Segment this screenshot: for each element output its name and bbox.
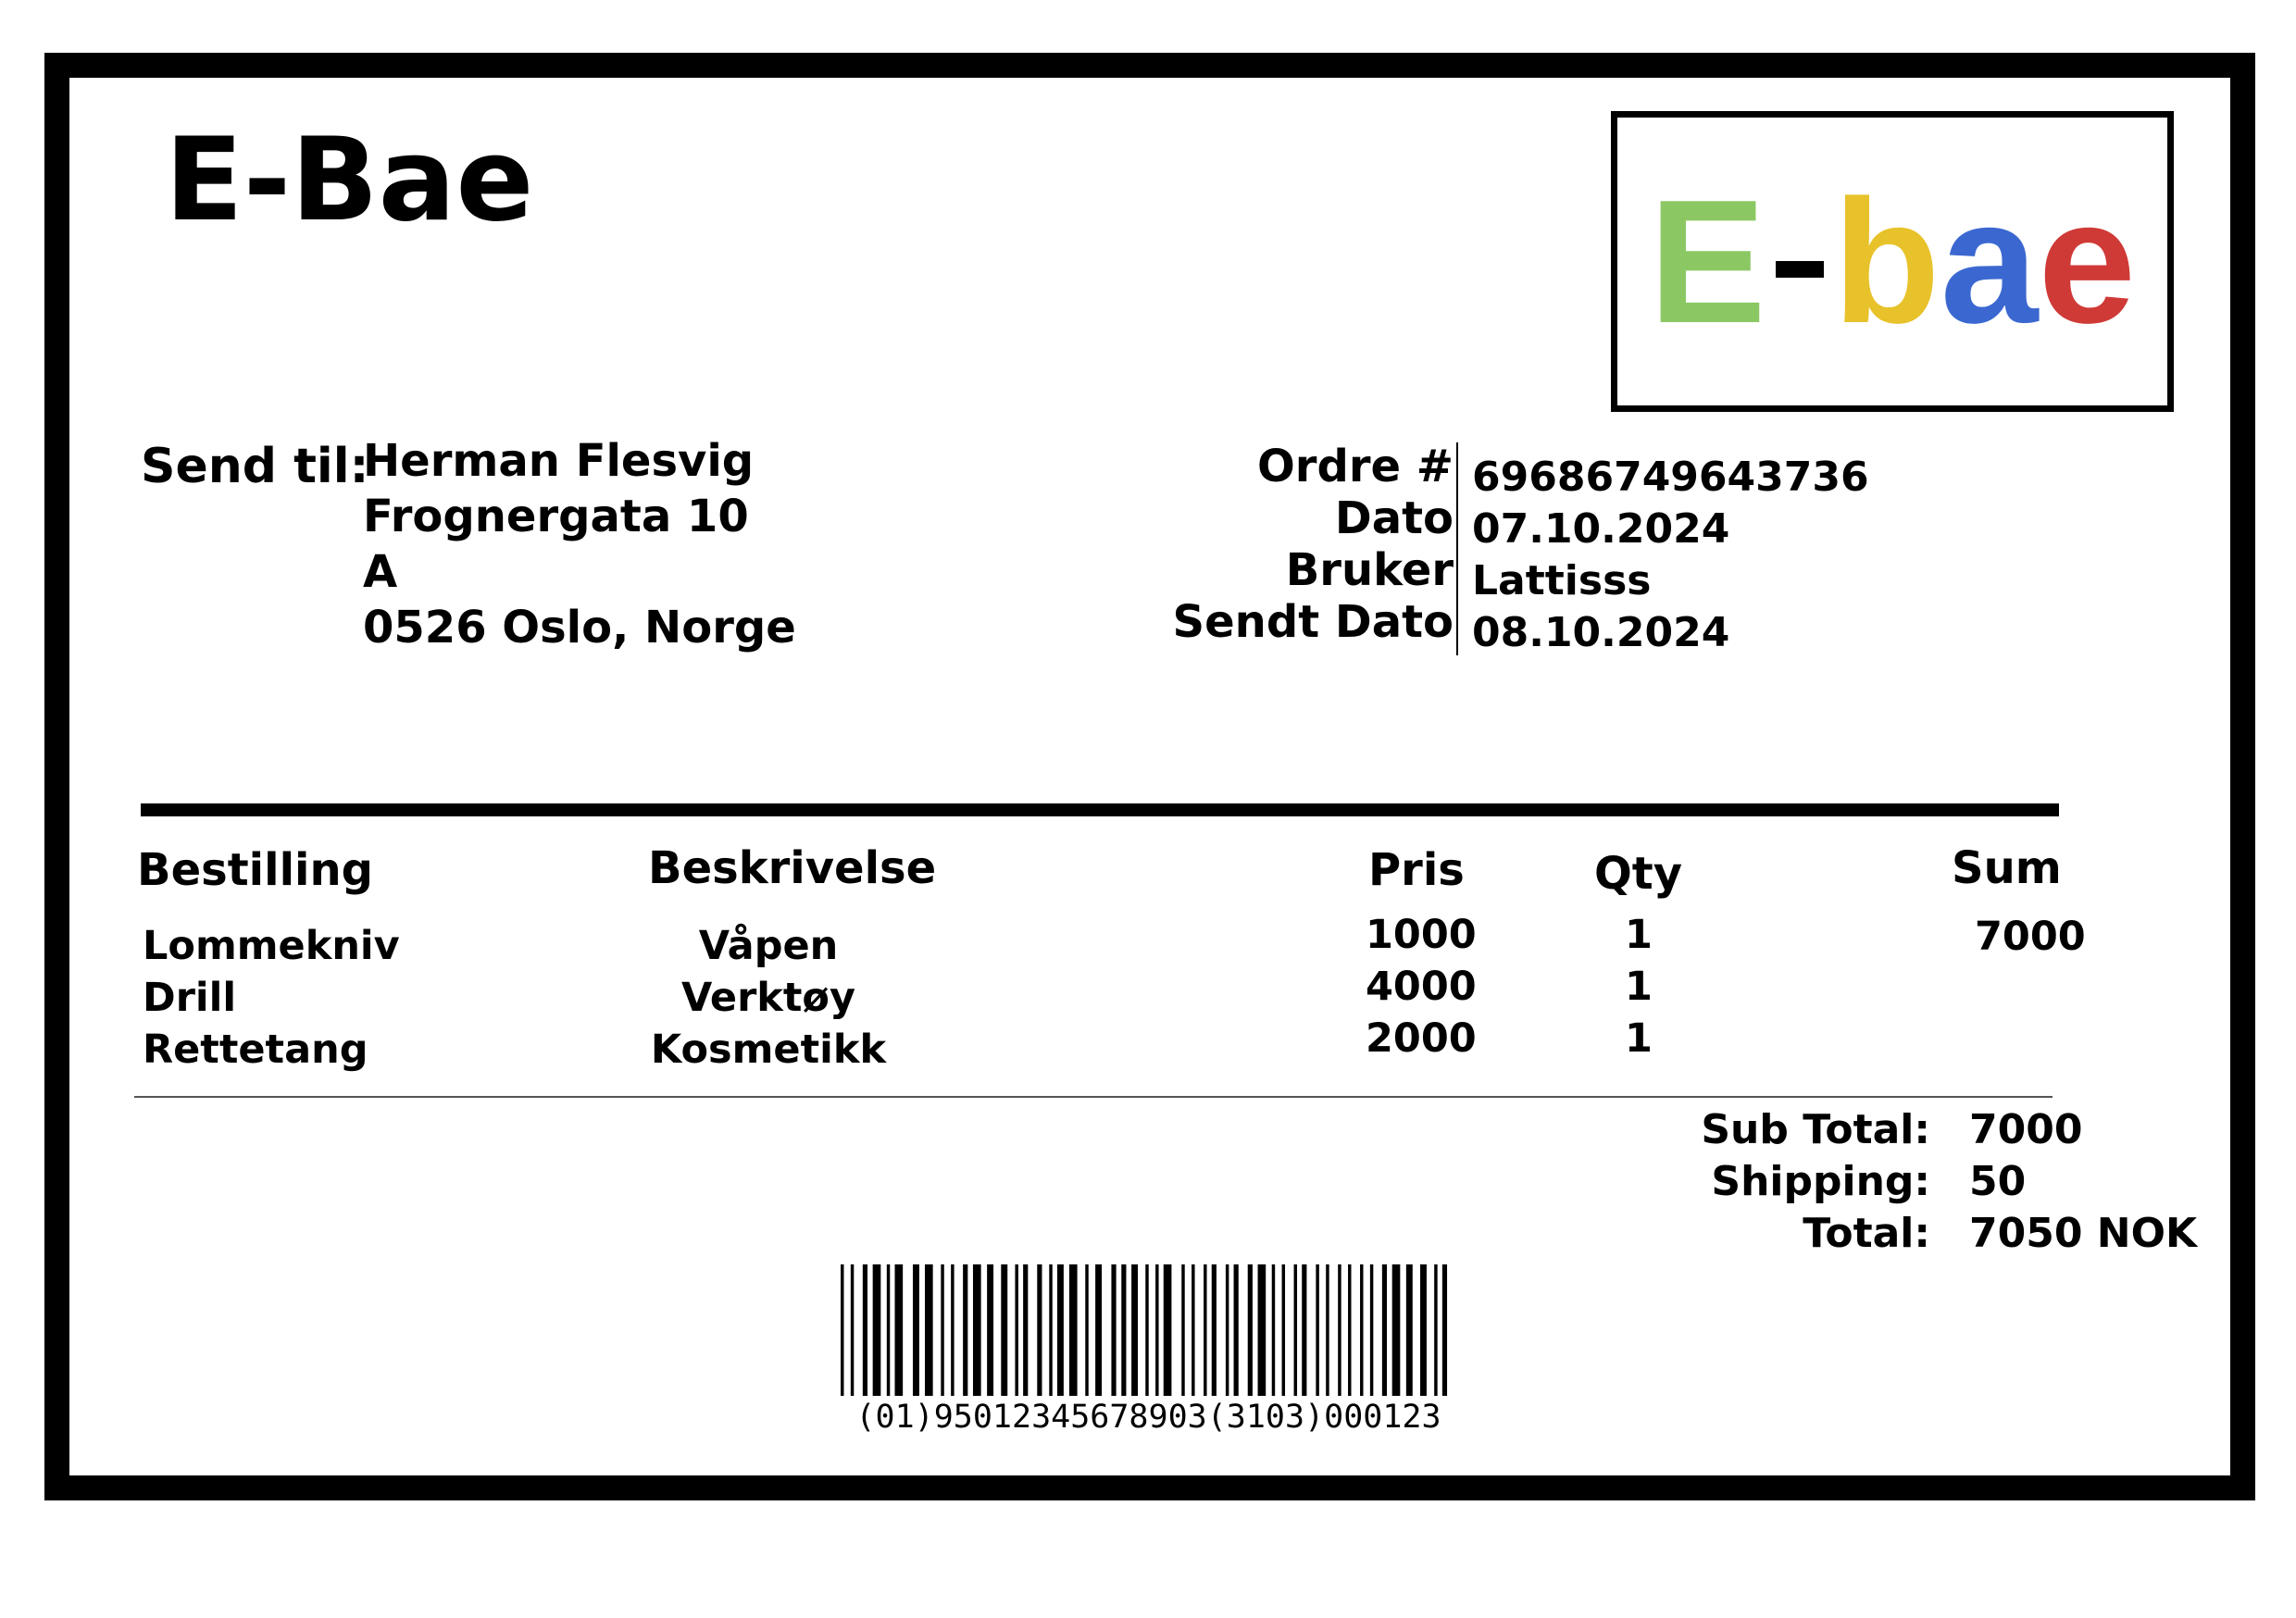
table-row-item: Drill <box>143 975 237 1021</box>
barcode-bar <box>1392 1264 1401 1396</box>
page-title: E-Bae <box>165 114 534 247</box>
send-to-label: Send til: <box>141 439 369 494</box>
col-header-item: Bestilling <box>137 844 373 896</box>
logo-letter-a: a <box>1940 163 2039 360</box>
shipping-label: Shipping: <box>1711 1158 1930 1205</box>
barcode-bar <box>1420 1264 1427 1396</box>
table-row-price: 2000 <box>1366 1015 1477 1062</box>
barcode-bar <box>1181 1264 1184 1396</box>
table-row-price: 1000 <box>1366 912 1477 958</box>
barcode-bar <box>1164 1264 1172 1396</box>
barcode-bar <box>1406 1264 1413 1396</box>
recipient-unit: A <box>363 546 398 598</box>
barcode-bar <box>894 1264 903 1396</box>
user-label: Bruker <box>1285 544 1454 596</box>
barcode-bar <box>873 1264 881 1396</box>
barcode-bar <box>1348 1264 1351 1396</box>
barcode-bar <box>1212 1264 1217 1396</box>
price-column <box>1366 909 1477 1064</box>
table-row-item: Rettetang <box>143 1027 368 1073</box>
order-date-label: Dato <box>1334 492 1454 544</box>
barcode-bar <box>1015 1264 1017 1396</box>
barcode-bar <box>1023 1264 1028 1396</box>
logo-letter-e2: e <box>2038 163 2137 360</box>
logo-letter-b: b <box>1832 163 1940 360</box>
description-column <box>630 920 907 1076</box>
order-number: 69686749643736 <box>1472 454 1869 501</box>
barcode-bar <box>913 1264 919 1396</box>
barcode-bar <box>1204 1264 1206 1396</box>
barcode-bar <box>1192 1264 1194 1396</box>
barcode-bar <box>863 1264 867 1396</box>
section-divider <box>141 803 2059 816</box>
barcode-bar <box>1326 1264 1329 1396</box>
table-row-qty: 1 <box>1625 964 1653 1010</box>
barcode-bar <box>1442 1264 1447 1396</box>
user-name: Lattisss <box>1472 557 1652 604</box>
totals-values <box>1969 1104 2197 1260</box>
subtotal-label: Sub Total: <box>1701 1106 1930 1153</box>
barcode-bar <box>1145 1264 1148 1396</box>
barcode-bar <box>841 1264 843 1396</box>
totals-labels <box>1653 1104 1930 1260</box>
barcode-bar <box>941 1264 943 1396</box>
barcode-bar <box>1282 1264 1285 1396</box>
table-row-item: Lommekniv <box>143 923 400 969</box>
barcode <box>841 1264 1456 1396</box>
barcode-bar <box>951 1264 954 1396</box>
barcode-bar <box>1316 1264 1318 1396</box>
barcode-bar <box>973 1264 981 1396</box>
barcode-bar <box>1234 1264 1239 1396</box>
barcode-bar <box>1360 1264 1363 1396</box>
brand-logo <box>1648 163 2137 360</box>
sent-date-label: Sendt Dato <box>1172 596 1454 648</box>
order-number-label: Ordre # <box>1257 441 1454 492</box>
barcode-bar <box>1121 1264 1126 1396</box>
item-column <box>143 920 400 1076</box>
recipient-city: 0526 Oslo, Norge <box>363 602 796 653</box>
barcode-bar <box>925 1264 933 1396</box>
logo-letter-e: E <box>1648 163 1766 360</box>
barcode-bar <box>1294 1264 1297 1396</box>
col-header-price: Pris <box>1368 844 1465 896</box>
col-header-qty: Qty <box>1594 848 1683 900</box>
barcode-bar <box>1085 1264 1088 1396</box>
recipient-name: Herman Flesvig <box>363 435 755 487</box>
table-row-description: Kosmetikk <box>650 1027 887 1073</box>
sent-date: 08.10.2024 <box>1472 609 1730 656</box>
barcode-number: (01)95012345678903(3103)000123 <box>855 1399 1441 1436</box>
barcode-bar <box>1049 1264 1052 1396</box>
barcode-bar <box>1069 1264 1078 1396</box>
qty-column <box>1625 909 1653 1064</box>
barcode-bar <box>1001 1264 1007 1396</box>
col-header-description: Beskrivelse <box>648 842 937 894</box>
total-value: 7050 NOK <box>1969 1210 2198 1257</box>
logo-dash <box>1776 261 1824 278</box>
barcode-bar <box>887 1264 890 1396</box>
sum-value: 7000 <box>1975 914 2086 960</box>
barcode-bar <box>1272 1264 1275 1396</box>
table-row-description: Våpen <box>698 923 839 969</box>
barcode-bar <box>1226 1264 1229 1396</box>
table-row-qty: 1 <box>1625 912 1653 958</box>
logo-box <box>1611 111 2174 412</box>
order-meta-keys <box>1083 441 1454 648</box>
table-bottom-rule <box>134 1096 2053 1098</box>
table-row-description: Verktøy <box>680 975 856 1021</box>
shipping-value: 50 <box>1969 1158 2027 1205</box>
barcode-bar <box>1111 1264 1116 1396</box>
barcode-bar <box>1155 1264 1158 1396</box>
col-header-sum: Sum <box>1952 842 2062 894</box>
meta-divider <box>1456 442 1458 655</box>
total-label: Total: <box>1803 1210 1930 1257</box>
table-row-qty: 1 <box>1625 1015 1653 1062</box>
recipient-street: Frognergata 10 <box>363 491 749 542</box>
barcode-bar <box>963 1264 967 1396</box>
barcode-bar <box>1258 1264 1267 1396</box>
barcode-bar <box>1302 1264 1306 1396</box>
table-row-price: 4000 <box>1366 964 1477 1010</box>
recipient-address <box>363 433 796 655</box>
barcode-bar <box>1382 1264 1387 1396</box>
barcode-bar <box>1037 1264 1042 1396</box>
barcode-bar <box>1434 1264 1437 1396</box>
subtotal-value: 7000 <box>1969 1106 2083 1153</box>
order-date: 07.10.2024 <box>1472 505 1730 553</box>
barcode-bar <box>851 1264 854 1396</box>
barcode-bar <box>1095 1264 1102 1396</box>
barcode-bar <box>1057 1264 1064 1396</box>
barcode-bar <box>1131 1264 1138 1396</box>
barcode-bar <box>1248 1264 1253 1396</box>
barcode-bar <box>1338 1264 1341 1396</box>
barcode-bar <box>987 1264 993 1396</box>
order-meta-values <box>1472 452 1869 659</box>
barcode-bar <box>1370 1264 1373 1396</box>
